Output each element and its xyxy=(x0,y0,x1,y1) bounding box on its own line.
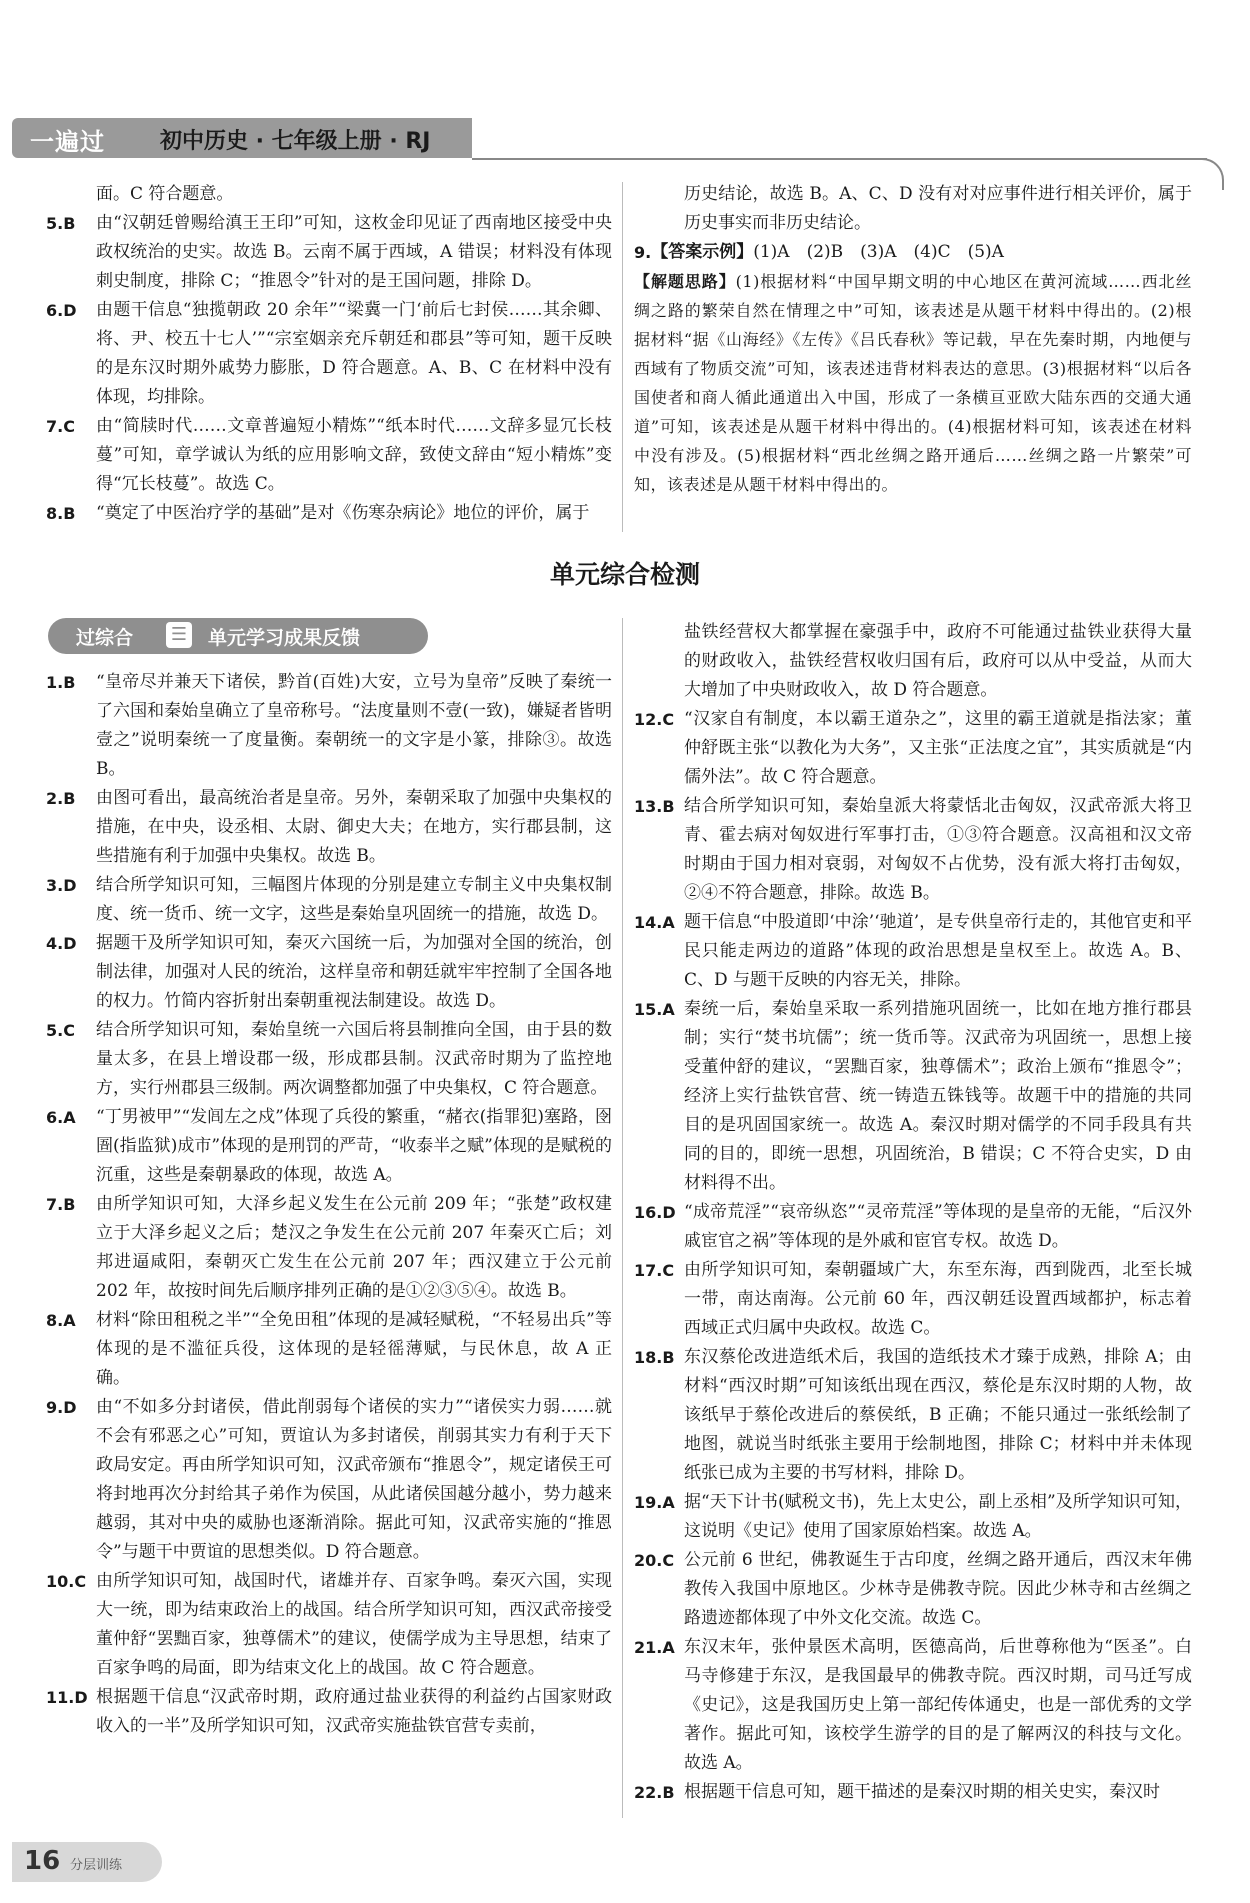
answer-list xyxy=(634,705,1192,1807)
answer-number: 4.D xyxy=(46,934,77,953)
tag-label-main: 过综合 xyxy=(76,627,134,649)
answer-item xyxy=(634,995,1192,1198)
answer-text: 由“简牍时代……文章普遍短小精炼”“纸本时代……文辞多显冗长枝蔓”可知，章学诚认为纸的应用影响文辞，致使文辞由“短小精炼”变得“冗长枝蔓”。故选 C。 xyxy=(96,416,612,494)
answer-item xyxy=(46,1103,612,1190)
book-title: 初中历史 · 七年级上册 · RJ xyxy=(160,129,431,154)
tag-label-sub: 单元学习成果反馈 xyxy=(208,627,361,649)
answer-item xyxy=(634,1633,1192,1778)
answer-text: “皇帝尽并兼天下诸侯，黔首(百姓)大安，立号为皇帝”反映了秦统一了六国和秦始皇确立了皇帝称号。“法度量则不壹(一致)，嫌疑者皆明壹之”说明秦统一了度量衡。秦朝统一的文字是小篆，排除③。故选 B。 xyxy=(96,672,612,779)
answer-number: 2.B xyxy=(46,789,76,808)
answer-text: 东汉蔡伦改进造纸术后，我国的造纸技术才臻于成熟，排除 A；由材料“西汉时期”可知该纸出现在西汉，蔡伦是东汉时期的人物，故该纸早于蔡伦改进后的蔡侯纸，B 正确；不能只通过一张纸绘制了地图，就说当时纸张主要用于绘制地图，排除 C；材料中并未体现纸张已成为主要的书写材料，排除 D。 xyxy=(684,1347,1192,1483)
answer-item xyxy=(634,908,1192,995)
answer-text: 由“不如多分封诸侯，借此削弱每个诸侯的实力”“诸侯实力弱……就不会有邪恶之心”可知，贾谊认为多封诸侯，削弱其实力有利于天下政局安定。再由所学知识可知，汉武帝颁布“推恩令”，规定诸侯王可将封地再次分封给其子弟作为侯国，从此诸侯国越分越小，势力越来越弱，其对中央的威胁也逐渐消除。据此可知，汉武帝实施的“推恩令”与题干中贾谊的思想类似。D 符合题意。 xyxy=(96,1397,612,1562)
answer-item xyxy=(634,1488,1192,1546)
answers-bottom-left xyxy=(46,668,612,1741)
answer-item xyxy=(46,668,612,784)
solution-thinking xyxy=(634,267,1192,499)
answer-item xyxy=(634,1343,1192,1488)
answer-text: 根据题干信息可知，题干描述的是秦汉时期的相关史实，秦汉时 xyxy=(684,1782,1160,1802)
answer-item xyxy=(46,871,612,929)
answer-number: 15.A xyxy=(634,1000,675,1019)
answer-text: 根据题干信息“汉武帝时期，政府通过盐业获得的利益约占国家财政收入的一半”及所学知识可知，汉武帝实施盐铁官营专卖前， xyxy=(96,1687,612,1736)
solution-thinking-label: 【解题思路】 xyxy=(634,272,736,291)
answer-item xyxy=(46,1567,612,1683)
answer-item xyxy=(46,1190,612,1306)
answer-number: 22.B xyxy=(634,1783,675,1802)
answer-text: 由所学知识可知，战国时代，诸雄并存、百家争鸣。秦灭六国，实现大一统，即为结束政治上的战国。结合所学知识可知，西汉武帝接受董仲舒“罢黜百家，独尊儒术”的建议，使儒学成为主导思想，结束了百家争鸣的局面，即为结束文化上的战国。故 C 符合题意。 xyxy=(96,1571,612,1678)
answer-text: 据“天下计书(赋税文书)，先上太史公，副上丞相”及所学知识可知，这说明《史记》使用了国家原始档案。故选 A。 xyxy=(684,1492,1192,1541)
continued-text: 历史结论，故选 B。A、C、D 没有对对应事件进行相关评价，属于历史事实而非历史结论。 xyxy=(684,184,1192,233)
answer-number: 18.B xyxy=(634,1348,675,1367)
answer-text: 由“汉朝廷曾赐给滇王王印”可知，这枚金印见证了西南地区接受中央政权统治的史实。故选 B。云南不属于西域，A 错误；材料没有体现刺史制度，排除 C；“推恩令”针对的是王国问题，排除 D。 xyxy=(96,213,612,291)
header-rule xyxy=(472,158,1207,160)
answer-list xyxy=(46,209,612,528)
answers-top-right xyxy=(634,180,1192,499)
answer-text: 结合所学知识可知，秦始皇派大将蒙恬北击匈奴，汉武帝派大将卫青、霍去病对匈奴进行军事打击，①③符合题意。汉高祖和汉文帝时期由于国力相对衰弱，对匈奴不占优势，没有派大将打击匈奴，②④不符合题意，排除。故选 B。 xyxy=(684,796,1192,903)
answer-number: 7.B xyxy=(46,1195,76,1214)
answer-text: 题干信息“中股道即‘中涂’‘驰道’，是专供皇帝行走的，其他官吏和平民只能走两边的道路”体现的政治思想是皇权至上。故选 A。B、C、D 与题干反映的内容无关，排除。 xyxy=(684,912,1192,990)
answer-item xyxy=(46,412,612,499)
answer-text: “丁男被甲”“发闾左之戍”体现了兵役的繁重，“赭衣(指罪犯)塞路，囹圄(指监狱)成市”体现的是刑罚的严苛，“收泰半之赋”体现的是赋税的沉重，这些是秦朝暴政的体现，故选 A。 xyxy=(96,1107,612,1185)
answer-text: “奠定了中医治疗学的基础”是对《伤寒杂病论》地位的评价，属于 xyxy=(96,503,590,523)
answer-text: 秦统一后，秦始皇采取一系列措施巩固统一，比如在地方推行郡县制；实行“焚书坑儒”；统一货币等。汉武帝为巩固统一，思想上接受董仲舒的建议，“罢黜百家，独尊儒术”；政治上颁布“推恩令”；经济上实行盐铁官营、统一铸造五铢钱等。故题干中的措施的共同目的是巩固国家统一。故选 A。秦汉时期对儒学的不同手段具有共同的目的，即统一思想，巩固统治，B 错误；C 不符合史实，D 由材料得不出。 xyxy=(684,999,1192,1193)
answer-number: 17.C xyxy=(634,1261,675,1280)
answer-number: 10.C xyxy=(46,1572,87,1591)
answer-text: 结合所学知识可知，三幅图片体现的分别是建立专制主义中央集权制度、统一货币、统一文字，这些是秦始皇巩固统一的措施，故选 D。 xyxy=(96,875,612,924)
answer-number: 8.A xyxy=(46,1311,76,1330)
answer-number: 9.D xyxy=(46,1398,77,1417)
answer-example-text: (1)A (2)B (3)A (4)C (5)A xyxy=(753,242,1004,262)
answer-number: 5.C xyxy=(46,1021,75,1040)
answer-number: 7.C xyxy=(46,417,75,436)
answer-item xyxy=(634,705,1192,792)
answer-text: 公元前 6 世纪，佛教诞生于古印度，丝绸之路开通后，西汉末年佛教传入我国中原地区。少林寺是佛教寺院。因此少林寺和古丝绸之路遗迹都体现了中外文化交流。故选 C。 xyxy=(684,1550,1192,1628)
solution-thinking-text: (1)根据材料“中国早期文明的中心地区在黄河流域……西北丝绸之路的繁荣自然在情理之中”可知，该表述是从题干材料中得出的。(2)根据材料“据《山海经》《左传》《吕氏春秋》等记载，早在先秦时期，内地便与西域有了物质交流”可知，该表述违背材料表达的意思。(3)根据材料“以后各国使者和商人循此通道出入中国，形成了一条横亘亚欧大陆东西的交通大通道”可知，该表述是从题干材料中得出的。(4)根据材料可知，该表述在材料中没有涉及。(5)根据材料“西北丝绸之路开通后……丝绸之路一片繁荣”可知，该表述是从题干材料中得出的。 xyxy=(634,272,1192,494)
answer-example-label: 【答案示例】 xyxy=(651,242,754,262)
answer-item xyxy=(634,792,1192,908)
answer-text: 由所学知识可知，大泽乡起义发生在公元前 209 年；“张楚”政权建立于大泽乡起义之后；楚汉之争发生在公元前 207 年秦灭亡后；刘邦进逼咸阳，秦朝灭亡发生在公元前 207 年；西汉建立于公元前 202 年，故按时间先后顺序排列正确的是①②③⑤④。故选 B。 xyxy=(96,1194,612,1301)
answer-item xyxy=(46,499,612,528)
answer-number: 6.D xyxy=(46,301,77,320)
answers-top-left xyxy=(46,180,612,528)
answer-text: “成帝荒淫”“哀帝纵恣”“灵帝荒淫”等体现的是皇帝的无能，“后汉外戚宦官之祸”等体现的是外戚和宦官专权。故选 D。 xyxy=(684,1202,1192,1251)
answer-number: 21.A xyxy=(634,1638,675,1657)
column-divider-bottom xyxy=(622,618,623,1818)
answer-number: 1.B xyxy=(46,673,76,692)
answer-text: 由所学知识可知，秦朝疆域广大，东至东海，西到陇西，北至长城一带，南达南海。公元前 60 年，西汉朝廷设置西域都护，标志着西域正式归属中央政权。故选 C。 xyxy=(684,1260,1192,1338)
list-icon: ☰ xyxy=(166,622,192,648)
answer-number: 20.C xyxy=(634,1551,675,1570)
answer-item xyxy=(46,784,612,871)
answer-number: 9. xyxy=(634,243,652,262)
answer-number: 13.B xyxy=(634,797,675,816)
answer-text: 东汉末年，张仲景医术高明，医德高尚，后世尊称他为“医圣”。白马寺修建于东汉，是我国最早的佛教寺院。西汉时期，司马迁写成《史记》，这是我国历史上第一部纪传体通史，也是一部优秀的文学著作。据此可知，该校学生游学的目的是了解两汉的科技与文化。故选 A。 xyxy=(684,1637,1192,1773)
column-divider-top xyxy=(622,182,623,532)
section-tag xyxy=(48,618,428,654)
answer-number: 19.A xyxy=(634,1493,675,1512)
footer-label: 分层训练 xyxy=(70,1858,123,1873)
answer-item xyxy=(46,209,612,296)
answer-number: 11.D xyxy=(46,1688,88,1707)
answer-text: 结合所学知识可知，秦始皇统一六国后将县制推向全国，由于县的数量太多，在县上增设郡一级，形成郡县制。汉武帝时期为了监控地方，实行州郡县三级制。两次调整都加强了中央集权，C 符合题意。 xyxy=(96,1020,612,1098)
answer-text: “汉家自有制度，本以霸王道杂之”，这里的霸王道就是指法家；董仲舒既主张“以教化为大务”，又主张“正法度之宜”，其实质就是“内儒外法”。故 C 符合题意。 xyxy=(684,709,1192,787)
section-title: 单元综合检测 xyxy=(549,560,700,589)
answer-number: 8.B xyxy=(46,504,76,523)
answer-item xyxy=(46,1306,612,1393)
page-number: 16 xyxy=(24,1846,61,1876)
answer-number: 5.B xyxy=(46,214,76,233)
answer-item xyxy=(634,1256,1192,1343)
answer-item xyxy=(634,1198,1192,1256)
answer-item xyxy=(46,296,612,412)
answer-number: 16.D xyxy=(634,1203,676,1222)
answer-text: 由题干信息“独揽朝政 20 余年”“梁冀一门‘前后七封侯……其余卿、将、尹、校五十七人’”“宗室姻亲充斥朝廷和郡县”等可知，题干反映的是东汉时期外戚势力膨胀，D 符合题意。A、B、C 在材料中没有体现，均排除。 xyxy=(96,300,612,407)
answer-list xyxy=(46,668,612,1741)
answers-bottom-right xyxy=(634,618,1192,1807)
answer-item xyxy=(634,1778,1192,1807)
answer-item xyxy=(46,929,612,1016)
answer-number: 3.D xyxy=(46,876,77,895)
answer-item xyxy=(634,1546,1192,1633)
answer-item xyxy=(46,1683,612,1741)
answer-number: 14.A xyxy=(634,913,675,932)
answer-number: 6.A xyxy=(46,1108,76,1127)
answer-item-9 xyxy=(634,238,1192,267)
answer-text: 据题干及所学知识可知，秦灭六国统一后，为加强对全国的统治，创制法律，加强对人民的统治，这样皇帝和朝廷就牢牢控制了全国各地的权力。竹简内容折射出秦朝重视法制建设。故选 D。 xyxy=(96,933,612,1011)
continued-text: 面。C 符合题意。 xyxy=(96,184,234,204)
page-footer xyxy=(12,1842,162,1882)
page-header xyxy=(12,112,1222,164)
answer-text: 由图可看出，最高统治者是皇帝。另外，秦朝采取了加强中央集权的措施，在中央，设丞相、太尉、御史大夫；在地方，实行郡县制，这些措施有利于加强中央集权。故选 B。 xyxy=(96,788,612,866)
header-rule-curve xyxy=(1192,158,1224,190)
answer-item xyxy=(46,1393,612,1567)
answer-item xyxy=(46,1016,612,1103)
brand-logo: 一遍过 xyxy=(30,128,105,156)
answer-text: 材料“除田租税之半”“全免田租”体现的是减轻赋税，“不轻易出兵”等体现的是不滥征兵役，这体现的是轻徭薄赋，与民休息，故 A 正确。 xyxy=(96,1310,612,1388)
continued-text: 盐铁经营权大都掌握在豪强手中，政府不可能通过盐铁业获得大量的财政收入，盐铁经营权收归国有后，政府可以从中受益，从而大大增加了中央财政收入，故 D 符合题意。 xyxy=(684,622,1192,700)
answer-number: 12.C xyxy=(634,710,675,729)
